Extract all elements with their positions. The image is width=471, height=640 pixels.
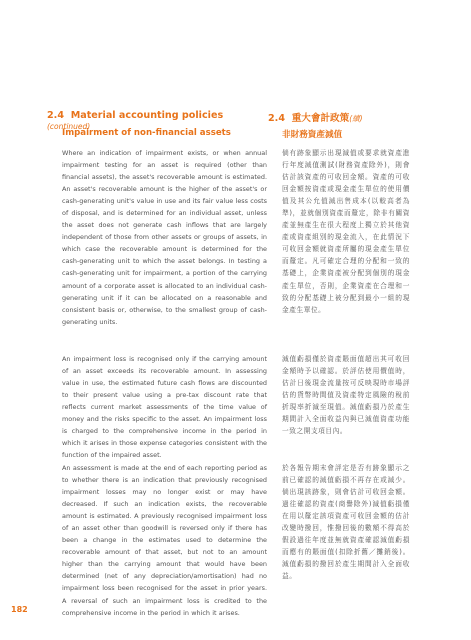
section-continued-en: (continued) bbox=[47, 122, 91, 131]
section-title-zh: 重大會計政策 bbox=[291, 113, 350, 124]
subsection-title-zh: 非財務資產減值 bbox=[282, 130, 343, 140]
paragraph-en-1: Where an indication of impairment exists, or when annual impairment testing for an asset is required (other than financial assets), the asset's recoverable amount is estimated. An asset's recoverable amount is the higher of the asset's or cash-generating unit's value in use and its fair value less costs of disposal, and is determined for an individual asset, unless the asset does not generate cash inflows that are largely independent of those from other assets or groups of assets, in which case the recoverable amount is determined for the cash-generating unit to which the asset belongs. In testing a cash-generating unit for impairment, a portion of the carrying amount of a corporate asset is allocated to an individual cash-generating unit if it can be allocated on a reasonable and consistent basis or, otherwise, to the smallest group of cash-generating units. bbox=[62, 149, 267, 326]
paragraph-zh-3: 於各報告期末會評定是否有跡象顯示之前已確認的減值虧損不再存在或減少。倘出現該跡象，則會估計可收回金額。過往確認的資產(商譽除外)減值虧損僅在用以釐定該項資產可收回金額的估計改變時撥回，惟撥回後的數額不得高於假設過往年度並無就資產確認減值虧損而應有的賬面值(扣除折舊／攤銷後)。減值虧損的撥回於產生期間計入全面收益。 bbox=[282, 464, 410, 581]
paragraph-en-2: An impairment loss is recognised only if the carrying amount of an asset exceeds its recoverable amount. In assessing value in use, the estimated future cash flows are discounted to their present value using a pre-tax discount rate that reflects current market assessments of the time value of money and the risks specific to the asset. An impairment loss is charged to the comprehensive income in the period in which it arises in those expense categories consistent with the function of the impaired asset. bbox=[62, 355, 267, 460]
subsection-title-en: Impairment of non-financial assets bbox=[62, 128, 231, 138]
paragraph-zh-2: 減值虧損僅於資產賬面值超出其可收回金額時予以確認。於評估使用價值時，估計日後現金流量按可反映現時市場評估的貨幣時間值及資產特定風險的稅前折現率折減至現值。減值虧損乃於產生期間計入全面收益內與已減值資產功能一致之開支項目內。 bbox=[282, 355, 410, 436]
section-number-zh: 2.4 bbox=[268, 113, 285, 124]
paragraph-zh-1: 倘有跡象顯示出現減值或要求就資產進行年度減值測試(財務資產除外)，則會估計該資產的可收回金額。資產的可收回金額按資產或現金產生單位的使用價值及其公允值減出售成本(以較高者為準)，並就個別資產而釐定，除非有關資產並無產生在很大程度上獨立於其他資產或資產組別的現金流入，在此情況下可收回金額就資產所屬的現金產生單位而釐定。凡可確定合理的分配和一致的基礎上，企業資產被分配到個別的現金產生單位，否則，企業資產在合理和一致的分配基礎上被分配到最小一組的現金產生單位。 bbox=[282, 149, 410, 314]
section-continued-zh: (續) bbox=[349, 114, 363, 123]
section-number-en: 2.4 bbox=[47, 110, 64, 121]
section-heading-zh bbox=[268, 110, 398, 124]
page-number: 182 bbox=[11, 605, 28, 614]
paragraph-en-3: An assessment is made at the end of each reporting period as to whether there is an indication that previously recognised impairment losses may no longer exist or may have decreased. If such an indication exists, the recoverable amount is estimated. A previously recognised impairment loss of an asset other than goodwill is reversed only if there has been a change in the estimates used to determine the recoverable amount of that asset, but not to an amount higher than the carrying amount that would have been determined (net of any depreciation/amortisation) had no impairment loss been recognised for the asset in prior years. A reversal of such an impairment loss is credited to the comprehensive income in the period in which it arises. bbox=[62, 464, 267, 617]
section-title-en: Material accounting policies bbox=[70, 110, 224, 121]
